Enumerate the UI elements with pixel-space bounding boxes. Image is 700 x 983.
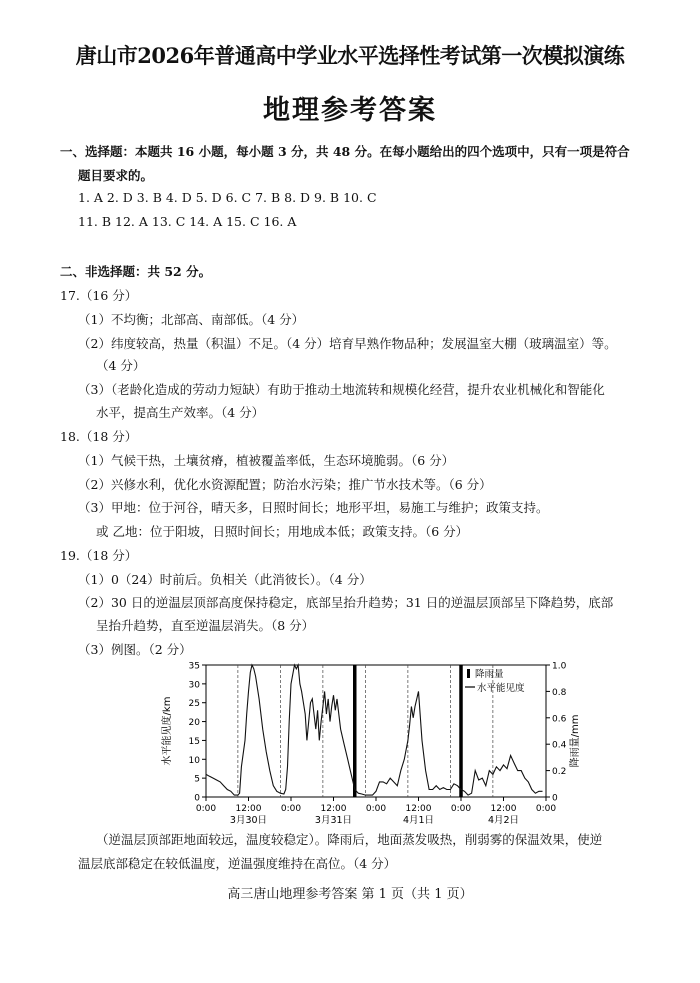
choice-answers-row2: 11. B 12. A 13. C 14. A 15. C 16. A xyxy=(78,214,297,229)
q17-answer2: （2）纬度较高，热量（积温）不足。（4 分）培育早熟作物品种；发展温室大棚（玻璃温室）等。 xyxy=(78,336,617,351)
y-axis-title: 水平能见度/km xyxy=(162,696,173,766)
y2-axis-title: 降雨量/mm xyxy=(570,714,581,768)
q19-answer4-cont: 温层底部稳定在较低温度，逆温强度维持在高位。（4 分） xyxy=(78,856,397,871)
y-tick-label: 25 xyxy=(188,699,200,710)
y-tick-label: 30 xyxy=(188,680,200,691)
x-tick-label: 0:00 xyxy=(535,804,557,814)
q19-label: 19.（18 分） xyxy=(60,548,138,563)
y-tick-label: 5 xyxy=(194,774,200,785)
q19-answer2: （2）30 日的逆温层顶部高度保持稳定，底部呈抬升趋势；31 日的逆温层顶部呈下降趋势，底部 xyxy=(78,595,614,610)
y-tick-label: 15 xyxy=(188,736,200,747)
y2-tick-label: 1.0 xyxy=(552,661,567,672)
section2-heading: 二、非选择题：共 52 分。 xyxy=(60,264,212,279)
section1-heading: 一、选择题：本题共 16 小题，每小题 3 分，共 48 分。在每小题给出的四个选项中，只有一项是符合 xyxy=(60,144,630,159)
date-label: 3月30日 xyxy=(229,815,268,826)
legend-rain-label: 降雨量 xyxy=(475,669,504,680)
x-tick-label: 12:00 xyxy=(320,804,347,814)
x-tick-label: 12:00 xyxy=(235,804,262,814)
q19-answer2-cont: 呈抬升趋势，直至逆温层消失。（8 分） xyxy=(96,618,315,633)
x-tick-label: 12:00 xyxy=(490,804,517,814)
q18-answer3-alt: 或 乙地：位于阳坡，日照时间长；用地成本低；政策支持。（6 分） xyxy=(96,524,469,539)
q18-answer2: （2）兴修水利，优化水资源配置；防治水污染；推广节水技术等。（6 分） xyxy=(78,477,492,492)
q17-answer3: （3）（老龄化造成的劳动力短缺）有助于推动土地流转和规模化经营，提升农业机械化和智能化 xyxy=(78,382,605,397)
legend-visibility-label: 水平能见度 xyxy=(477,683,525,694)
q17-answer3-cont: 水平，提高生产效率。（4 分） xyxy=(96,405,265,420)
y2-tick-label: 0.2 xyxy=(552,767,567,778)
page-footer: 高三唐山地理参考答案 第 1 页（共 1 页） xyxy=(227,887,473,902)
rainfall-bar xyxy=(353,665,357,797)
q19-answer1: （1）0（24）时前后。负相关（此消彼长）。（4 分） xyxy=(78,572,372,587)
date-label: 4月2日 xyxy=(487,815,520,826)
q19-answer4: （逆温层顶部距地面较远，温度较稳定）。降雨后，地面蒸发吸热，削弱雾的保温效果，使逆 xyxy=(96,832,603,847)
x-tick-label: 0:00 xyxy=(450,804,472,814)
q17-label: 17.（16 分） xyxy=(60,288,138,303)
choice-answers-row1: 1. A 2. D 3. B 4. D 5. D 6. C 7. B 8. D 9. B 10. C xyxy=(78,190,377,205)
document-subtitle: 地理参考答案 xyxy=(263,95,437,126)
exam-title: 唐山市2026年普通高中学业水平选择性考试第一次模拟演练 xyxy=(75,43,625,68)
rainfall-bar xyxy=(459,665,463,797)
x-tick-label: 12:00 xyxy=(405,804,432,814)
x-tick-label: 0:00 xyxy=(365,804,387,814)
x-tick-label: 0:00 xyxy=(280,804,302,814)
section1-heading-cont: 题目要求的。 xyxy=(78,168,154,183)
date-label: 4月1日 xyxy=(402,815,435,826)
q19-answer3: （3）例图。（2 分） xyxy=(78,642,192,657)
y-tick-label: 10 xyxy=(188,755,200,766)
q18-answer1: （1）气候干热，土壤贫瘠，植被覆盖率低，生态环境脆弱。（6 分） xyxy=(78,453,455,468)
y2-tick-label: 0.4 xyxy=(552,740,567,751)
visibility-rainfall-chart xyxy=(150,655,590,827)
q17-answer2-cont: （4 分） xyxy=(96,358,146,373)
legend-rain-swatch xyxy=(467,669,470,678)
y-tick-label: 0 xyxy=(194,793,200,804)
y-tick-label: 35 xyxy=(188,661,200,672)
q17-answer1: （1）不均衡；北部高、南部低。（4 分） xyxy=(78,312,305,327)
y2-tick-label: 0 xyxy=(552,793,558,804)
x-tick-label: 0:00 xyxy=(195,804,217,814)
date-label: 3月31日 xyxy=(314,815,353,826)
y2-tick-label: 0.8 xyxy=(552,687,567,698)
q18-answer3: （3）甲地：位于河谷，晴天多，日照时间长；地形平坦，易施工与维护；政策支持。 xyxy=(78,500,549,515)
y-tick-label: 20 xyxy=(188,718,200,729)
y2-tick-label: 0.6 xyxy=(552,714,567,725)
q18-label: 18.（18 分） xyxy=(60,429,138,444)
